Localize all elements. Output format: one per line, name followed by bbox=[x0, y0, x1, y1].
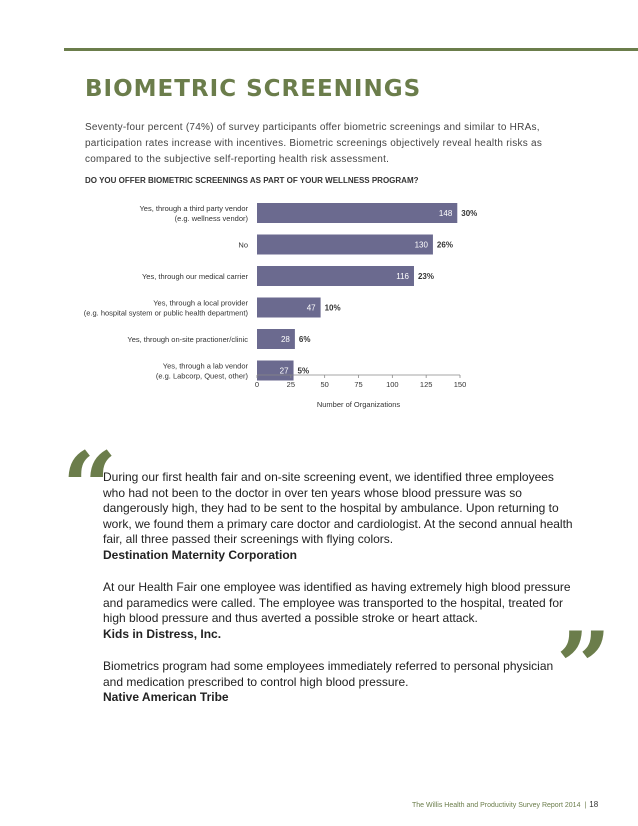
category-label: Yes, through our medical carrier bbox=[141, 272, 248, 281]
category-label: Yes, through a third party vendor bbox=[139, 204, 248, 213]
close-quote-icon: ” bbox=[556, 611, 612, 724]
open-quote-icon: “ bbox=[62, 431, 118, 544]
x-tick-label: 125 bbox=[419, 380, 433, 389]
bar-value-label: 130 bbox=[414, 240, 428, 250]
top-rule bbox=[64, 48, 638, 51]
bar-percent-label: 5% bbox=[297, 366, 310, 376]
page-footer bbox=[412, 800, 598, 809]
testimonial bbox=[103, 659, 573, 706]
testimonial-source: Destination Maternity Corporation bbox=[103, 547, 298, 562]
x-tick-label: 100 bbox=[386, 380, 399, 389]
testimonial-source: Kids in Distress, Inc. bbox=[103, 626, 222, 641]
testimonial bbox=[103, 580, 573, 642]
bar-value-label: 116 bbox=[396, 272, 409, 281]
intro-paragraph: Seventy-four percent (74%) of survey participants offer biometric screenings and similar to HRAs, participation rates increase with incentives. Biometric screenings objectively reveal health risks as compared to the subjective self-reporting health risk assessment. bbox=[85, 122, 543, 165]
category-label: Yes, through a local provider bbox=[153, 298, 248, 308]
bar-percent-label: 6% bbox=[298, 335, 311, 344]
report-name: The Willis Health and Productivity Survey Report 2014 bbox=[412, 802, 581, 809]
category-label: (e.g. Labcorp, Quest, other) bbox=[155, 371, 248, 381]
bar-percent-label: 26% bbox=[436, 240, 453, 250]
x-tick-label: 75 bbox=[354, 380, 363, 389]
category-label: (e.g. wellness vendor) bbox=[174, 214, 248, 223]
footer-separator: | bbox=[584, 802, 587, 809]
category-label: Yes, through on-site practioner/clinic bbox=[127, 335, 248, 344]
testimonial-text: During our first health fair and on-site screening event, we identified three employees who had not been to the doctor in over ten years whose blood pressure was so dangerously high, they had to be sent to the hospital by ambulance. Upon returning to work, we found them a primary care doctor and cardiologist. At the second annual health fair, all three passed their screenings with flying colors. bbox=[103, 470, 573, 546]
testimonials bbox=[103, 470, 573, 723]
page-number: 18 bbox=[589, 800, 599, 809]
bar bbox=[257, 235, 433, 255]
category-label: Yes, through a lab vendor bbox=[162, 361, 248, 371]
testimonial bbox=[103, 470, 573, 563]
bar-percent-label: 23% bbox=[417, 272, 435, 281]
x-tick-label: 0 bbox=[254, 380, 260, 389]
x-tick-label: 25 bbox=[286, 380, 296, 389]
bar-percent-label: 30% bbox=[461, 209, 478, 218]
category-label: (e.g. hospital system or public health department) bbox=[83, 308, 248, 318]
x-axis-title: Number of Organizations bbox=[316, 400, 401, 409]
bar-value-label: 47 bbox=[306, 303, 316, 313]
biometric-screening-bar-chart bbox=[0, 195, 638, 410]
testimonial-text: Biometrics program had some employees immediately referred to personal physician and medication prescribed to control high blood pressure. bbox=[103, 659, 554, 689]
survey-question: DO YOU OFFER BIOMETRIC SCREENINGS AS PART OF YOUR WELLNESS PROGRAM? bbox=[85, 176, 419, 185]
bar-value-label: 27 bbox=[279, 366, 289, 376]
bar-percent-label: 10% bbox=[324, 303, 341, 313]
bar-value-label: 28 bbox=[280, 335, 290, 344]
page-title: BIOMETRIC SCREENINGS bbox=[85, 76, 422, 102]
bar bbox=[257, 266, 414, 286]
x-tick-label: 150 bbox=[453, 380, 467, 389]
bar bbox=[257, 203, 457, 223]
category-label: No bbox=[238, 240, 248, 250]
testimonial-source: Native American Tribe bbox=[103, 690, 229, 704]
bar-value-label: 148 bbox=[438, 209, 453, 218]
x-tick-label: 50 bbox=[320, 380, 329, 389]
testimonial-text: At our Health Fair one employee was identified as having extremely high blood pressure and paramedics were called. The employee was transported to the hospital, treated for high blood pressure and thus averted a possible stroke or heart attack. bbox=[103, 580, 571, 625]
